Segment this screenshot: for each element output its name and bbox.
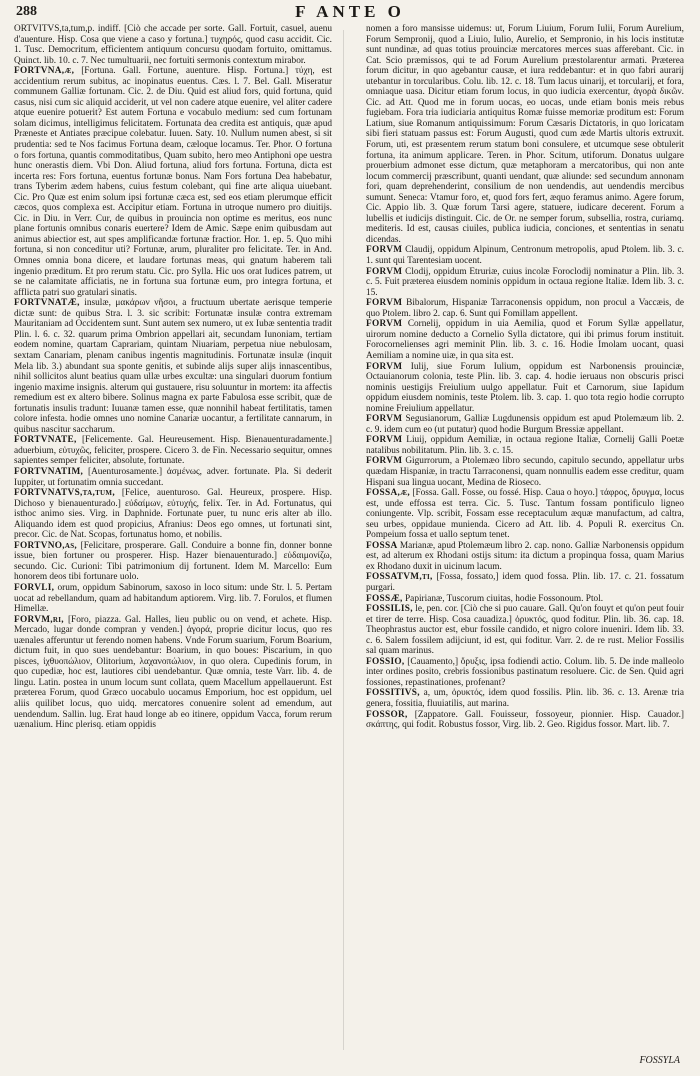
entry-text: [Cauamento,] ὄρυξις, ipsa fodiendi actio. Colum. lib. 5. De inde malleolo inter ordines posito, crebris fossionibus pastinatum resoluere. Cic. de Sen. Quid agri fossiones, repastinationes, profenant? [366, 656, 684, 688]
entry-text: [Felicitare, prosperare. Gall. Conduire a bonne fin, donner bonne issue, bien fortuner ou prosperer. Hisp. Hazer bienauenturado.] εὐδαιμονίζω, secundo. Cic. Curioni: Tibi patrimonium dij fortunent. Idem M. Marcello: Eum honorem deos tibi fortunare uolo. [14, 540, 332, 583]
entry-headword: FORVM [366, 361, 403, 372]
entry-headword: FOSSA,æ, [366, 488, 411, 499]
dictionary-entry [366, 456, 684, 488]
dictionary-entry [366, 267, 684, 299]
entry-text: nomen a foro mansisse uidemus: ut, Forum Liuium, Forum Iulii, Forum Aurelium, Forum Sempronij, quod a Liuio, Iulio, Aurelio, et Sempronio, in his locis institutæ sunt nundinæ, ad quas totius prouinciæ mercatores merces suas afferebant. Cic. in Cat. Scio præmissos, qui te ad Forum Aurelium præstolarentur armati. Præterea forum dicitur, in quo agebantur causæ, et iura reddebantur: et in quo fabri aurarij utebantur in torcularibus. Colu. lib. 12. c. 18. Tum lacus uinarij, et torcularij, et fora, omniaque uasa. Dicitur etiam forum locus, in quo iudicia exercentur, ἀγορὰ δικῶν. Cic. ad Att. Quod me in forum uocas, eo uocas, unde etiam bonis meis rebus fugiebam. Fora tria iudiciaria antiquitus Romæ fuisse memoriæ proditum est: Forum Latium, siue Romanum antiquissimum: Forum Cæsaris Dictatoris, in quo loricatam sibi fieri statuam passus est: Forum Augusti, quod cum æde Martis ultoris extruxit. Forum, uti, est præsentem rerum statum boni consulere, et utcumque sese obtulerit fortuna, ita animum applicare. Teren. in Phor. Scitum, utiforum. Donatus uulgare prouerbium admonet esse dictum, quæ metaphoram a mercatoribus, qui non ante locum commercij præscribunt, quanti uendant, quæ aliunde: sed secundum annonam fori, quam deprehenderint, consilium de non uendendis, aut uendendis mercibus sumunt. Seneca: Vtamur foro, et, quod fors fert, æquo feramus animo. Agere forum, Cic. Appio lib. 3. Quæ forum Tarsi agere, statuere, iudicare decerent. Forum a lubellis et iudicijs distinguit. Cic. de Or. ne semper forum, subsellia, rostra, curiamq. mediteris. Id est, causas ciuiles, publica iudicia, conciones, et sententias in senatu dicendas. [366, 24, 684, 245]
dictionary-entry [366, 657, 684, 689]
dictionary-entry [366, 710, 684, 731]
dictionary-entry [14, 435, 332, 467]
entry-text: Iulij, siue Forum Iulium, oppidum est Narbonensis prouinciæ, Octauianorum colonia, teste Plin. lib. 3. cap. 4. hodie ieruaus non obscuris prisci nominis uestigijs Freiulium uulgo appellatur. Fuit et Carnorum, siue Iapidum oppidum eiusdem nominis, teste Ptolem. lib. 3. cap. 1. quo tota regio hodie corrupto nomine Freiulium appellatur. [366, 361, 684, 414]
dictionary-entry [366, 572, 684, 593]
dictionary-entry [366, 298, 684, 319]
dictionary-entry [14, 467, 332, 488]
entry-text: Segusianorum, Galliæ Lugdunensis oppidum est apud Ptolemæum lib. 2. c. 9. idem cum eo (ut putatur) quod hodie Burgum Bressiæ appellant. [366, 414, 684, 435]
dictionary-entry [366, 24, 684, 245]
dictionary-entry [366, 414, 684, 435]
page-header [14, 2, 686, 22]
entry-headword: FORTVNATIM, [14, 466, 84, 477]
dictionary-entry [14, 541, 332, 583]
entry-text: [Auenturosamente.] ἀσμένως, adver. fortunate. Pla. Si dederit Iuppiter, ut fortunatim omnia succedant. [14, 466, 332, 488]
entry-text: le, pen. cor. [Ciò che si puo cauare. Gall. Qu'on fouyt et qu'on peut fouir et tirer de terre. Hisp. Cosa cauadiza.] ὀρυκτός, quod foditur. Plin. lib. 36. cap. 18. Theophrastus auctor est, ebur fossile candido, et nigro colore inueniri. Idem lib. 33. c. 6. Salem fossilem adijciunt, id est, qui foditur. Varr. 2. de re rust. Melior Fossilis sal quam marinus. [366, 604, 684, 657]
entry-headword: FOSSIO, [366, 656, 405, 667]
entry-headword: FOSSA [366, 540, 398, 551]
entry-text: Clodij, oppidum Etruriæ, cuius incolæ Foroclodij nominatur a Plin. lib. 3. c. 5. Fuit præterea eiusdem nominis oppidum in octaua regione Italiæ. Idem lib. 3. c. 15. [366, 266, 684, 298]
dictionary-entry [366, 488, 684, 541]
dictionary-entry [366, 435, 684, 456]
entry-text: a, um, ὀρυκτός, idem quod fossilis. Plin. lib. 36. c. 13. Arenæ tria genera, fossitia, fluuiatilis, aut marina. [366, 688, 684, 709]
dictionary-entry [14, 298, 332, 435]
entry-text: [Felicemente. Gal. Heureusement. Hisp. Bienauenturadamente.] aduerbium, εὐτυχῶς, feliciter, prospere. Cicero 3. de Fin. Necessario sequitur, omnes sapientes semper feliciter, absolute, fortunate. [14, 435, 332, 467]
column-divider [343, 30, 344, 1050]
entry-text: [Fossa, fossato,] idem quod fossa. Plin. lib. 17. c. 21. fossatum purgari. [366, 572, 684, 593]
entry-headword: FOSSATVM,ti, [366, 572, 433, 583]
dictionary-entry [366, 594, 684, 605]
entry-text: Gigurrorum, a Ptolemæo libro secundo, capitulo secundo, appellatur urbs quædam Hispaniæ, in tractu Tarraconensi, quam nonnullis eadem esse creditur, quam Hispani sua lingua uocant, Medina de Rioseco. [366, 456, 684, 488]
entry-text: Bibalorum, Hispaniæ Tarraconensis oppidum, non procul a Vaccæis, de quo Ptolem. libro 2. cap. 6. Sunt qui Fomillam appellent. [366, 298, 684, 319]
entry-text: [Fossa. Gall. Fosse, ou fossé. Hisp. Caua o hoyo.] τάφρος, ὄρυγμα, locus est, unde effossa est terra. Cic. 5. Tusc. Tantum fossam pontificulo ligneo coniungente. Vlp. scribit, Fossam esse receptaculum æquæ manufactum, ad caltra, seu urbes, oppidaue munienda. Cicero ad Att. lib. 4. Populi R. exercitus Cn. Pompeium fossa et uallo septum tenet. [366, 488, 684, 541]
entry-headword: FORVM [366, 319, 403, 330]
entry-headword: FOSSILIS, [366, 604, 413, 615]
right-column [366, 24, 684, 1048]
dictionary-entry [366, 319, 684, 361]
dictionary-entry [14, 24, 332, 66]
entry-text: [Zappatore. Gall. Fouisseur, fossoyeur, pionnier. Hisp. Cauador.] σκάπτης, qui fodit. Robustus fossor, Virg. lib. 2. Geo. Rigidus fossor. Mart. lib. 7. [366, 709, 684, 731]
running-title: F ANTE O [295, 2, 405, 21]
entry-headword: FOSSITIVS, [366, 688, 420, 699]
entry-headword: FORVLI, [14, 582, 55, 593]
entry-headword: FORVM [366, 266, 403, 277]
dictionary-entry [14, 615, 332, 731]
dictionary-entry [14, 488, 332, 541]
entry-text: Papirianæ, Tuscorum ciuitas, hodie Fossonoum. Ptol. [405, 593, 604, 604]
entry-headword: FORTVNA,æ, [14, 66, 75, 77]
entry-headword: FOSSOR, [366, 709, 408, 720]
entry-text: Cornelij, oppidum in uia Aemilia, quod et Forum Syllæ appellatur, uirorum nomine deducto a Cornelio Sylla dictatore, qui ibi primus forum instituit. Forocornelienses agri meminit Plin. lib. 3. c. 16. Hodie Imolam uocant, quasi Aemiliam a nomine uiæ, in qua sita est. [366, 319, 684, 361]
entry-headword: FORVM [366, 456, 403, 467]
entry-text: ORTVITVS,ta,tum,p. indiff. [Ciò che accade per sorte. Gall. Fortuit, casuel, auenu d'auenture. Hisp. Cosa que viene a caso y fortuna.] τυχηρός, quod casu accidit. Cic. 1. Tusc. Democritum, efficientem antiquum concursu quodam fortuito, omittamus. Quinct. lib. 10. c. 7. Nec tumultuarii, nec fortuiti sermonis contextum mirabor. [14, 24, 332, 66]
dictionary-entry [366, 604, 684, 657]
entry-text: Claudij, oppidum Alpinum, Centronum metropolis, apud Ptolem. lib. 3. c. 1. sunt qui Tarentesiam uocent. [366, 245, 684, 267]
dictionary-entry [366, 245, 684, 266]
entry-text: orum, oppidum Sabinorum, saxoso in loco situm: unde Str. l. 5. Pertam uocat ad rebellandum, quam ad habitandum aptiorem. Virg. lib. 7. Forulos, et flumen Himellæ. [14, 582, 332, 615]
entry-headword: FORTVNO,as, [14, 540, 78, 551]
entry-headword: FORTVNATÆ, [14, 298, 80, 309]
entry-headword: FORTVNATE, [14, 435, 77, 446]
dictionary-entry [366, 541, 684, 573]
entry-text: [Fortuna. Gall. Fortune, auenture. Hisp. Fortuna.] τύχη, est accidentium rerum subitus, ac inopinatus euentus. Cæs. l. 7. Bel. Gall. Miseratur communem Galliæ fortunam. Cic. 2. de Diu. Quid est aliud fors, quid fortuna, quid casus, nisi cum sic aliquid acciderit, ut vel non cadere atque euenire, vel aliter cadere atque euenire potuerit? Est autem Fortuna e vocabulo medium: sed cum fortunam solam dicimus, intelligimus felicitatem. Fortunata dea credita est antiquis, quæ apud Præneste et Antiates præcipue colebatur. Iuuen. Saty. 10. Nullum numen abest, si sit prudentia: sed te Nos facimus Fortuna deam, cæloque locamus. Ter. Phor. O fortuna o fors fortuna, quantis commoditatibus, Quam subito, hero meo Antiphoni ope uestra hunc onerastis diem. Vbi Don. Aliud fortuna, aliud fors fortuna. Fortuna, dicta est incerta res: Fors fortuna, euentus fortunæ bonus. Nam Fors fortuna Dea habebatur, trans Tyberim ædem habens, cuius festum colebant, qui fine arte aliqua uiuebant. Cic. Pro Quæ est enim solum ipsi fortunæ cæca est, sed eos etiam plerumque efficit cæcos, quos complexa est. Accipitur etiam. Fortuna in utroque numero pro diuitijs. Cic. in Diu. in Verr. Cur, de quibus in prouincia non optime es meritus, eos nunc plane fortunis omnibus conaris euertere? Idem de Amic. Sæpe enim quibusdam aut animus abiectior est, aut spes amplificandæ fortunæ fractior. Hor. 1. ep. 5. Quo mihi fortuna, si non conceditur uti? Fortunæ, arum, pluraliter pro felicitate. Ter. in And. Omnes omnia bona dicere, et laudare fortunas meas, qui gnatum haberem tali ingenio præditum. Et pro rerum statu. Cic. pro Sylla. Hic uos orat Iudices patrem, ut se ne calamitate afficiatis, ne in fortuna sua fortunæ eum, pro integra fortuna, et afflicta patri suo gratulari sinatis. [14, 66, 332, 298]
entry-text: [Foro, piazza. Gal. Halles, lieu public ou on vend, et achete. Hisp. Mercado, lugar donde compran y venden.] ἀγορά, proprie dicitur locus, quo res uænales afferuntur ut ferendo nomen habens. Vnde Forum suarium, Forum Boarium, dictum fuit, in quo sues uendebantur: Boarium, in quo boues: Piscarium, in quo pisces, ἰχθυοπώλιον, Olitorium, λαχανοπώλιον, in quo olera. Cupedinis forum, in quo cupediæ, hoc est, lautiores cibi uendebantur. Quæ omnia, teste Varr. lib. 4. de lingu. Latin. postea in unum locum sunt collata, quem Macellum appellauerunt. Est præterea Forum, quod Græco uocabulo uocamus Emporium, hoc est oppidum, uel aliis quilibet locus, quo uidq. mercatores conuenire solent ad emendum, aut uendendum. Sallin. lug. Erat haud longe ab eo itinere, oppidum Vacca, forum rerum uænalium. Hinc plerisq. etiam oppidis [14, 614, 332, 731]
entry-headword: FORVM [366, 414, 403, 425]
dictionary-entry [366, 362, 684, 415]
dictionary-entry [14, 66, 332, 298]
entry-headword: FOSSÆ, [366, 593, 403, 604]
left-column [14, 24, 332, 1048]
dictionary-entry [366, 688, 684, 709]
catchword: FOSSYLA [639, 1055, 680, 1066]
entry-headword: FORVM [366, 245, 403, 256]
entry-headword: FORVM,ri, [14, 614, 64, 625]
entry-text: Liuij, oppidum Aemiliæ, in octaua regione Italiæ, Cornelij Galli Poetæ natalibus nobilitatum. Plin. lib. 3. c. 15. [366, 435, 684, 456]
entry-headword: FORVM [366, 298, 403, 309]
entry-headword: FORVM [366, 435, 403, 446]
entry-headword: FORTVNATVS,ta,tum, [14, 488, 115, 499]
dictionary-entry [14, 583, 332, 615]
entry-text: Marianæ, apud Ptolemæum libro 2. cap. nono. Galliæ Narbonensis oppidum est, ad alterum ex Rhodani ostijs situm: ita dictum a propinqua fossa, quam Marius ex Rhodano duxit in uicinum lacum. [366, 540, 684, 572]
entry-text: [Felice, auenturoso. Gal. Heureux, prospere. Hisp. Dichoso y bienauenturado.] εὐδαίμων, εὐτυχής, felix. Ter. in Ad. Fortunatus, qui isthoc animo sies. Virg. in Daphnide. Fortunate puer, tu nunc eris alter ab illo. Aliquando idem est quod propicius, Afranius: Deos ego omnes, ut fortunati sint, precor. Cic. de Nat. Scopas, fortunatus homo, et nobilis. [14, 488, 332, 541]
page-number: 288 [16, 4, 37, 19]
entry-text: insulæ, μακάρων νῆσοι, a fructuum ubertate aerisque temperie dictæ sunt: de quibus Stra. l. 3. sic scribit: Fortunatæ insulæ contra extremam Mauritaniam ad Occidentem sunt. Sunt autem sex numero, ut ex Iubæ sententia tradit Plin. l. 6. c. 32. quarum prima Ombrion appellari ait, secundam Iunoniam, tertiam eodem nomine, quartam Caprariam, quintam Niuariam, perpetua niue nebulosam, sextam Canariam, plenam canibus ingentis magnitudinis. Fortunatæ insulæ (inquit Mela lib. 3.) abundant sua sponte genitis, et subinde alijs super alijs innascentibus, nihil sollicitos alunt beatius quam ullæ urbes excultæ: una singulari duorum fontium ingenio maxime insignis. alterum qui gustauere, risu soluuntur in mortem: ita affectis remedium est ex altero bibere. Solinus magna ex parte Fabulosa esse scribit, quæ de fortunatis insulis tradunt: Iuuanæ tamen esse, quæ nonnihil habeat fertilitatis, tamen colore infesta. hodie omnes uno nomine Canariæ uocantur, a fertilitate cannarum, in quibus nascitur saccharum. [14, 298, 332, 435]
